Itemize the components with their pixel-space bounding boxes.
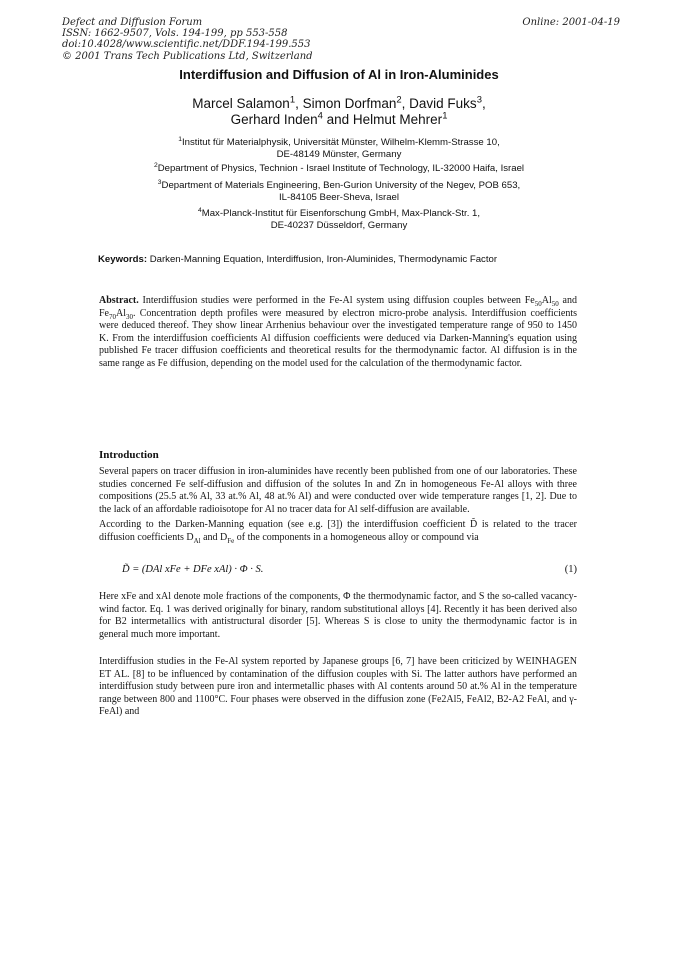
keywords <box>98 254 497 265</box>
paper-title: Interdiffusion and Diffusion of Al in Iron-Aluminides <box>179 67 499 82</box>
journal-name: Defect and Diffusion Forum <box>62 17 203 28</box>
keywords-text: Darken-Manning Equation, Interdiffusion, Iron-Aluminides, Thermodynamic Factor <box>149 254 498 265</box>
affiliation-3: $^3$Department of Materials Engineering, Ben-Gurion University of the Negev, POB 653, IL-84105 Beer-Sheva, Israel <box>157 178 521 203</box>
author-name: David Fuks <box>409 96 477 111</box>
intro-paragraph-3: Here xFe and xAl denote mole fractions of the components, Φ the thermodynamic factor, and S the so-called vacancy-wind factor. Eq. 1 was derived originally for binary, random substitutional alloys [4]. Recently it has been derived also for B2 intermetallics with antistructural disorder [5]. Whereas S is close to unity the thermodynamic factor is in general much more important. <box>99 591 577 640</box>
intro-paragraph-1: Several papers on tracer diffusion in iron-aluminides have recently been published from one of our laboratories. These studies concerned Fe self-diffusion and diffusion of the solutes In and Zn in homogeneous Fe-Al alloys with three compositions (25.5 at.% Al, 33 at.% Al, 48 at.% Al) and were conducted over wide temperature ranges [1, 2]. Due to the lack of an affordable radioisotope for Al no tracer data for Al self-diffusion are available. <box>99 466 577 515</box>
intro-paragraph-2: According to the Darken-Manning equation (see e.g. [3]) the interdiffusion coefficient D̃ is related to the tracer diffusion coefficients $D_{Al}$ and $D_{Fe}$ of the components in a homogeneous alloy or compound via <box>99 519 577 545</box>
equation-text: D̃ = (DAl xFe + DFe xAl) · Φ · S. <box>122 564 264 575</box>
abstract-label: Abstract. <box>99 295 139 306</box>
section-heading: Introduction <box>99 449 159 461</box>
affil-mark: 4 <box>317 110 323 122</box>
author-name: Gerhard Inden <box>230 112 318 127</box>
journal-header <box>62 17 313 62</box>
intro-paragraph-4: Interdiffusion studies in the Fe-Al system reported by Japanese groups [6, 7] have been criticized by WEINHAGEN ET AL. [8] to be influenced by contamination of the diffusion couples with Si. The latter authors have performed an interdiffusion study between pure iron and intermetallic phases with Al contents around 50 at.% Al in the temperature range between 800 and 1100°C. Four phases were observed in the diffusion zone (Fe2Al5, FeAl2, B2-A2 FeAl, and γ-FeAl) and <box>99 656 577 718</box>
abstract: Abstract. Interdiffusion studies were performed in the Fe-Al system using diffusion couples between $Fe_{50}Al_{50}$ and $Fe_{70}Al_{30}$. Concentration depth profiles were measured by electron micro-probe analysis. Interdiffusion coefficients were deduced thereof. They show linear Arrhenius behaviour over the investigated temperature range of 950 to 1450 K. From the interdiffusion coefficients Al diffusion coefficients were deduced via Darken-Manning's equation using published Fe tracer diffusion coefficients and theoretical results for the thermodynamic factor. Al diffusion is in the same range as Fe diffusion, depending on the model used for the calculation of the thermodynamic factor. <box>99 295 577 369</box>
equation-1 <box>122 564 577 575</box>
affiliation-2: $^2$Department of Physics, Technion - Israel Institute of Technology, IL-32000 Haifa, Israel <box>153 161 525 174</box>
author-name: Simon Dorfman <box>302 96 397 111</box>
affiliation-1: $^1$Institut für Materialphysik, Universität Münster, Wilhelm-Klemm-Strasse 10, DE-48149 Münster, Germany <box>178 135 500 160</box>
author-name: Marcel Salamon <box>192 96 290 111</box>
issn-line: ISSN: 1662-9507, Vols. 194-199, pp 553-558 <box>62 28 288 40</box>
author-list: Marcel Salamon$^1$, Simon Dorfman$^2$, David Fuks$^3$, Gerhard Inden$^4$ and Helmut Mehrer$^1$ <box>192 94 486 127</box>
affil-mark: 2 <box>396 94 402 106</box>
copyright-line: © 2001 Trans Tech Publications Ltd, Switzerland <box>62 50 313 62</box>
keywords-label: Keywords: <box>98 254 148 265</box>
affil-mark: 1 <box>289 94 296 106</box>
affil-mark: 1 <box>442 110 448 122</box>
equation-number: (1) <box>564 564 577 575</box>
doi-line: doi:10.4028/www.scientific.net/DDF.194-199.553 <box>62 39 311 51</box>
affiliation-4: $^4$Max-Planck-Institut für Eisenforschung GmbH, Max-Planck-Str. 1, DE-40237 Düsseldorf, Germany <box>197 206 481 231</box>
online-date: Online: 2001-04-19 <box>522 17 620 28</box>
author-name: Helmut Mehrer <box>352 112 443 127</box>
affil-mark: 3 <box>476 94 482 106</box>
